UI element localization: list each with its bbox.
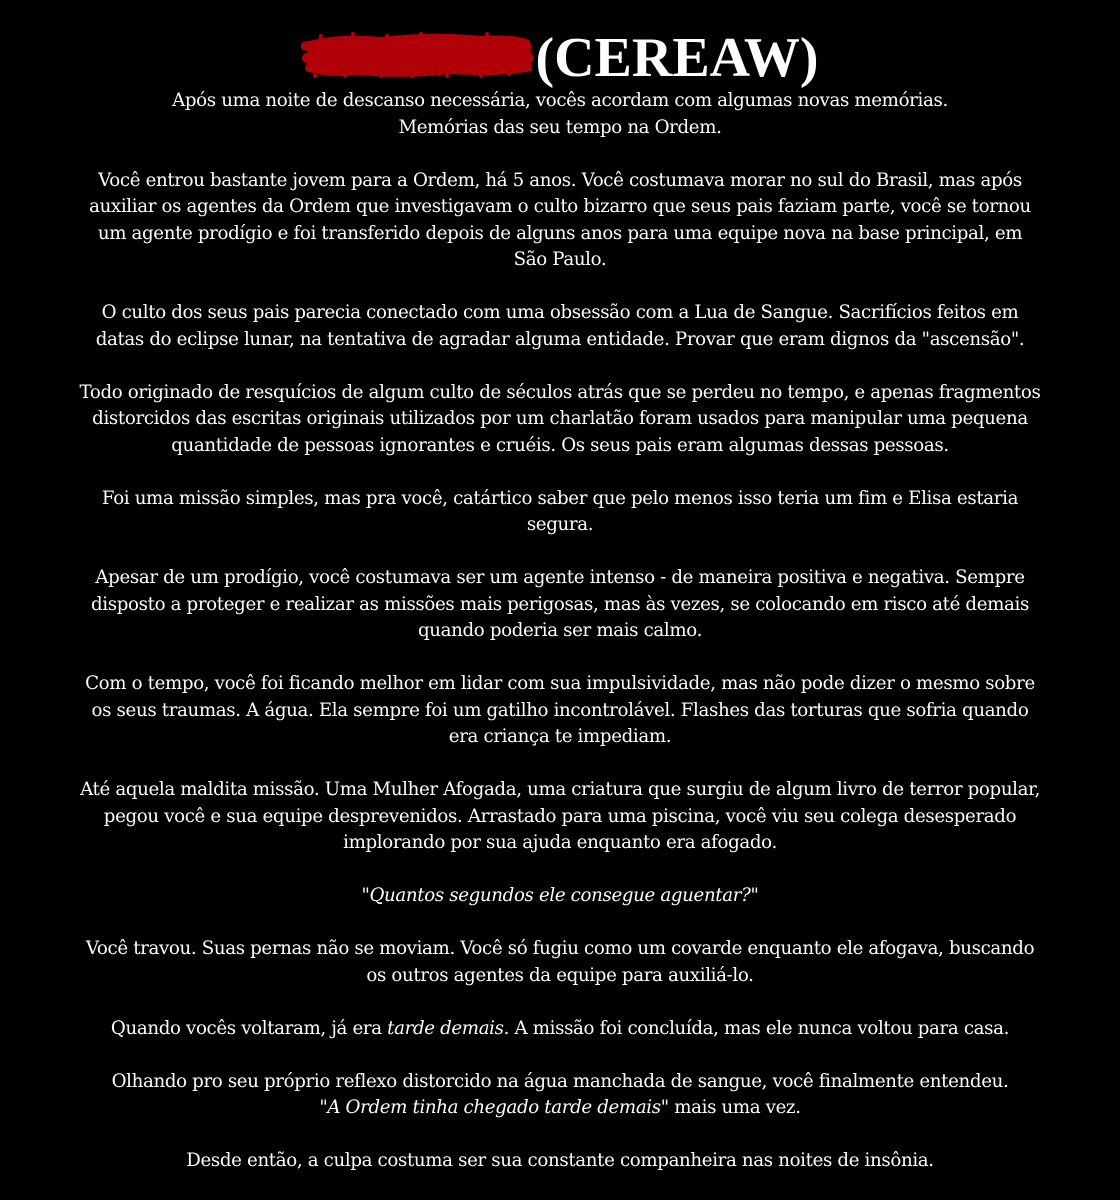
paragraph-12 <box>55 1069 1065 1122</box>
text-line: Memórias das seu tempo na Ordem. <box>398 116 722 138</box>
text-line: quantidade de pessoas ignorantes e cruéis. Os seus pais eram algumas dessas pessoas. <box>171 434 949 456</box>
text-line: implorando por sua ajuda enquanto era afogado. <box>343 832 777 853</box>
text-line: Olhando pro seu próprio reflexo distorcido na água manchada de sangue, você finalmente entendeu. <box>111 1070 1009 1092</box>
text-line: São Paulo. <box>513 249 607 270</box>
text-line: Apesar de um prodígio, você costumava ser um agente intenso - de maneira positiva e negativa. Sempre <box>95 567 1025 588</box>
italic-emphasis: "A Ordem tinha chegado tarde demais" <box>319 1097 669 1118</box>
text-line: pegou você e sua equipe desprevenidos. Arrastado para uma piscina, você viu seu colega desesperado <box>103 805 1017 827</box>
quote-paragraph <box>55 883 1065 910</box>
paragraph-2 <box>55 168 1065 274</box>
text-line: um agente prodígio e foi transferido depois de alguns anos para uma equipe nova na base principal, em <box>97 222 1023 244</box>
text-line: Até aquela maldita missão. Uma Mulher Afogada, uma criatura que surgiu de algum livro de terror popular, <box>80 779 1040 800</box>
paragraph-1 <box>55 88 1065 141</box>
text-line: Todo originado de resquícios de algum culto de séculos atrás que se perdeu no tempo, e apenas fragmentos <box>79 381 1041 403</box>
paragraph-6 <box>55 565 1065 645</box>
text-line: Após uma noite de descanso necessária, vocês acordam com algumas novas memórias. <box>172 90 948 111</box>
text-line: datas do eclipse lunar, na tentativa de agradar alguma entidade. Provar que eram dignos da "ascensão". <box>95 328 1025 350</box>
italic-emphasis: tarde demais <box>387 1017 504 1039</box>
text-line: os outros agentes da equipe para auxiliá-lo. <box>366 964 754 986</box>
text-line <box>55 1016 1065 1043</box>
page-title-text: (CEREAW) <box>535 27 819 90</box>
text-line: segura. <box>526 514 594 535</box>
text-line: Foi uma missão simples, mas pra você, catártico saber que pelo menos isso teria um fim e Elisa estaria <box>101 487 1019 509</box>
text-segment: Quando vocês voltaram, já era <box>110 1017 388 1039</box>
paragraph-10 <box>55 936 1065 989</box>
text-line: Desde então, a culpa costuma ser sua constante companheira nas noites de insônia. <box>186 1150 934 1171</box>
paragraph-3 <box>55 300 1065 353</box>
text-line: O culto dos seus pais parecia conectado com uma obsessão com a Lua de Sangue. Sacrifícios feitos em <box>101 302 1019 323</box>
paragraph-7 <box>55 671 1065 751</box>
paragraph-8 <box>55 777 1065 857</box>
text-segment: mais uma vez. <box>668 1097 801 1118</box>
paragraph-13 <box>55 1148 1065 1175</box>
redacted-name-scribble <box>301 32 533 78</box>
text-line: auxiliar os agentes da Ordem que investigavam o culto bizarro que seus pais faziam parte, você se tornou <box>89 196 1031 217</box>
paragraph-5 <box>55 486 1065 539</box>
page-title <box>0 18 1120 88</box>
text-line: Você entrou bastante jovem para a Ordem, há 5 anos. Você costumava morar no sul do Brasil, mas após <box>98 169 1022 191</box>
text-line <box>55 1095 1065 1122</box>
paragraph-4 <box>55 380 1065 460</box>
italic-quote: "Quantos segundos ele consegue aguentar?" <box>361 885 759 906</box>
text-line: era criança te impediam. <box>448 726 672 747</box>
text-line: Você travou. Suas pernas não se moviam. Você só fugiu como um covarde enquanto ele afogava, buscando <box>85 938 1035 959</box>
text-segment: . A missão foi concluída, mas ele nunca voltou para casa. <box>503 1017 1010 1039</box>
paragraph-11 <box>55 1016 1065 1043</box>
story-text <box>55 88 1065 1175</box>
text-line: disposto a proteger e realizar as missões mais perigosas, mas às vezes, se colocando em risco até demais <box>91 593 1029 615</box>
text-line: Com o tempo, você foi ficando melhor em lidar com sua impulsividade, mas não pode dizer o mesmo sobre <box>85 673 1035 694</box>
text-line: quando poderia ser mais calmo. <box>417 620 703 641</box>
text-line: os seus traumas. A água. Ela sempre foi um gatilho incontrolável. Flashes das torturas que sofria quando <box>91 699 1029 721</box>
text-line: distorcidos das escritas originais utilizados por um charlatão foram usados para manipular uma pequena <box>92 408 1028 429</box>
